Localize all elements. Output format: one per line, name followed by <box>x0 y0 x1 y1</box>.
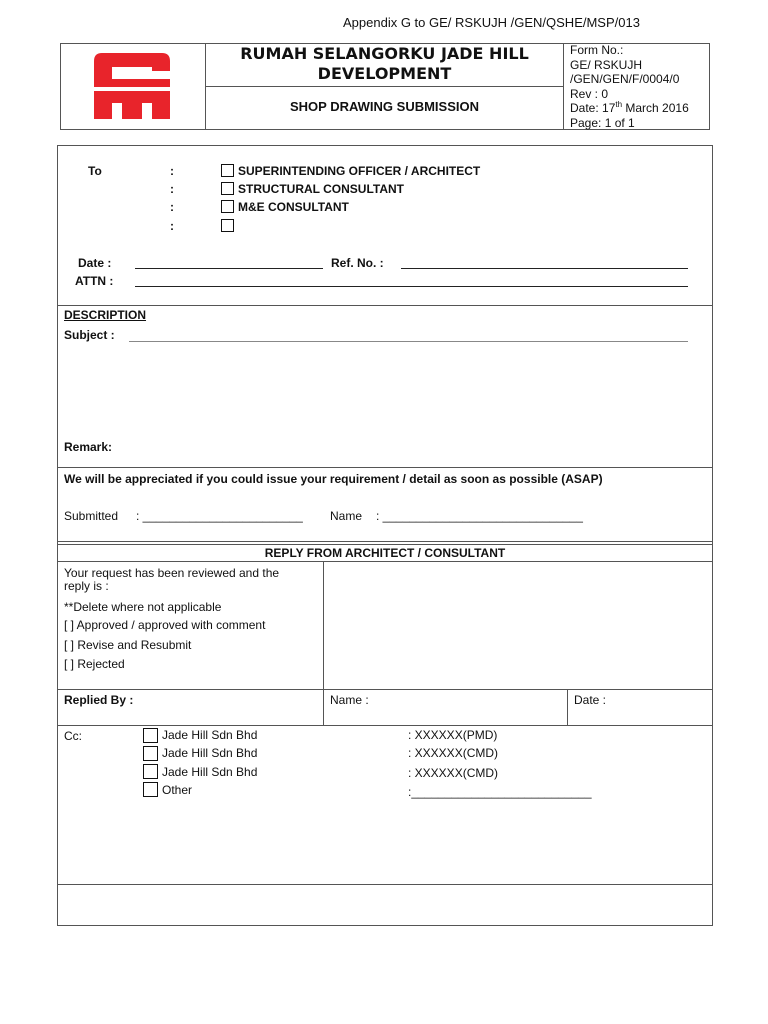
form-date: Date: 17th March 2016 <box>570 100 689 115</box>
date-label: Date : <box>78 256 112 270</box>
subject-field[interactable] <box>129 341 688 342</box>
gm-logo-icon <box>94 53 170 119</box>
recipient-checkbox-4[interactable] <box>221 219 234 232</box>
request-text: We will be appreciated if you could issue your requirement / detail as soon as possible (ASAP) <box>64 472 603 486</box>
submitted-field[interactable]: : ________________________ <box>136 509 303 523</box>
cc-value-3: : XXXXXX(CMD) <box>408 766 499 780</box>
to-label: To <box>88 164 102 178</box>
recipient-label-1: SUPERINTENDING OFFICER / ARCHITECT <box>238 164 481 178</box>
delete-note: **Delete where not applicable <box>64 600 222 614</box>
option-rejected[interactable]: [ ] Rejected <box>64 657 125 671</box>
recipient-checkbox-1[interactable] <box>221 164 234 177</box>
page-number: Page: 1 of 1 <box>570 115 635 130</box>
cc-name-2: Jade Hill Sdn Bhd <box>162 746 258 760</box>
cc-value-2: : XXXXXX(CMD) <box>408 746 499 760</box>
submitted-label: Submitted <box>64 509 119 523</box>
form-no-label: Form No.: <box>570 43 624 57</box>
cc-value-1: : XXXXXX(PMD) <box>408 728 498 742</box>
submitted-name-field[interactable]: : ______________________________ <box>376 509 583 523</box>
recipient-checkbox-3[interactable] <box>221 200 234 213</box>
form-title: SHOP DRAWING SUBMISSION <box>289 99 479 114</box>
cc-name-3: Jade Hill Sdn Bhd <box>162 765 258 779</box>
cc-checkbox-3[interactable] <box>143 764 158 779</box>
form-info <box>570 43 710 130</box>
date-field[interactable] <box>135 268 323 269</box>
remark-label: Remark: <box>64 440 113 454</box>
appendix-reference: Appendix G to GE/ RSKUJH /GEN/QSHE/MSP/013 <box>343 15 640 30</box>
attn-label: ATTN : <box>75 274 114 288</box>
reply-name-label: Name : <box>330 693 369 707</box>
reviewed-text-2: reply is : <box>64 579 109 593</box>
description-heading: DESCRIPTION <box>64 308 147 322</box>
rev-number: Rev : 0 <box>570 86 609 101</box>
form-no-1: GE/ RSKUJH <box>570 57 643 72</box>
reply-date-label: Date : <box>574 693 607 707</box>
reply-heading: REPLY FROM ARCHITECT / CONSULTANT <box>264 546 506 560</box>
option-approved[interactable]: [ ] Approved / approved with comment <box>64 618 266 632</box>
recipient-label-2: STRUCTURAL CONSULTANT <box>238 182 404 196</box>
recipient-checkbox-2[interactable] <box>221 182 234 195</box>
recipient-label-3: M&E CONSULTANT <box>238 200 349 214</box>
attn-field[interactable] <box>135 286 688 287</box>
cc-checkbox-4[interactable] <box>143 782 158 797</box>
submitted-name-label: Name <box>330 509 363 523</box>
subject-label: Subject : <box>64 328 115 342</box>
project-title: RUMAH SELANGORKU JADE HILL DEVELOPMENT <box>240 44 529 83</box>
cc-name-4: Other <box>162 783 193 797</box>
cc-label: Cc: <box>64 729 82 743</box>
main-form-box <box>57 145 713 926</box>
option-revise-resubmit[interactable]: [ ] Revise and Resubmit <box>64 638 192 652</box>
ref-no-field[interactable] <box>401 268 688 269</box>
cc-name-1: Jade Hill Sdn Bhd <box>162 728 258 742</box>
replied-by-label: Replied By : <box>64 693 134 707</box>
cc-checkbox-2[interactable] <box>143 746 158 761</box>
cc-checkbox-1[interactable] <box>143 728 158 743</box>
reviewed-text-1: Your request has been reviewed and the <box>64 566 280 580</box>
form-no-2: /GEN/GEN/F/0004/0 <box>570 72 680 86</box>
ref-no-label: Ref. No. : <box>331 256 384 270</box>
cc-value-4[interactable]: :___________________________ <box>408 785 592 799</box>
